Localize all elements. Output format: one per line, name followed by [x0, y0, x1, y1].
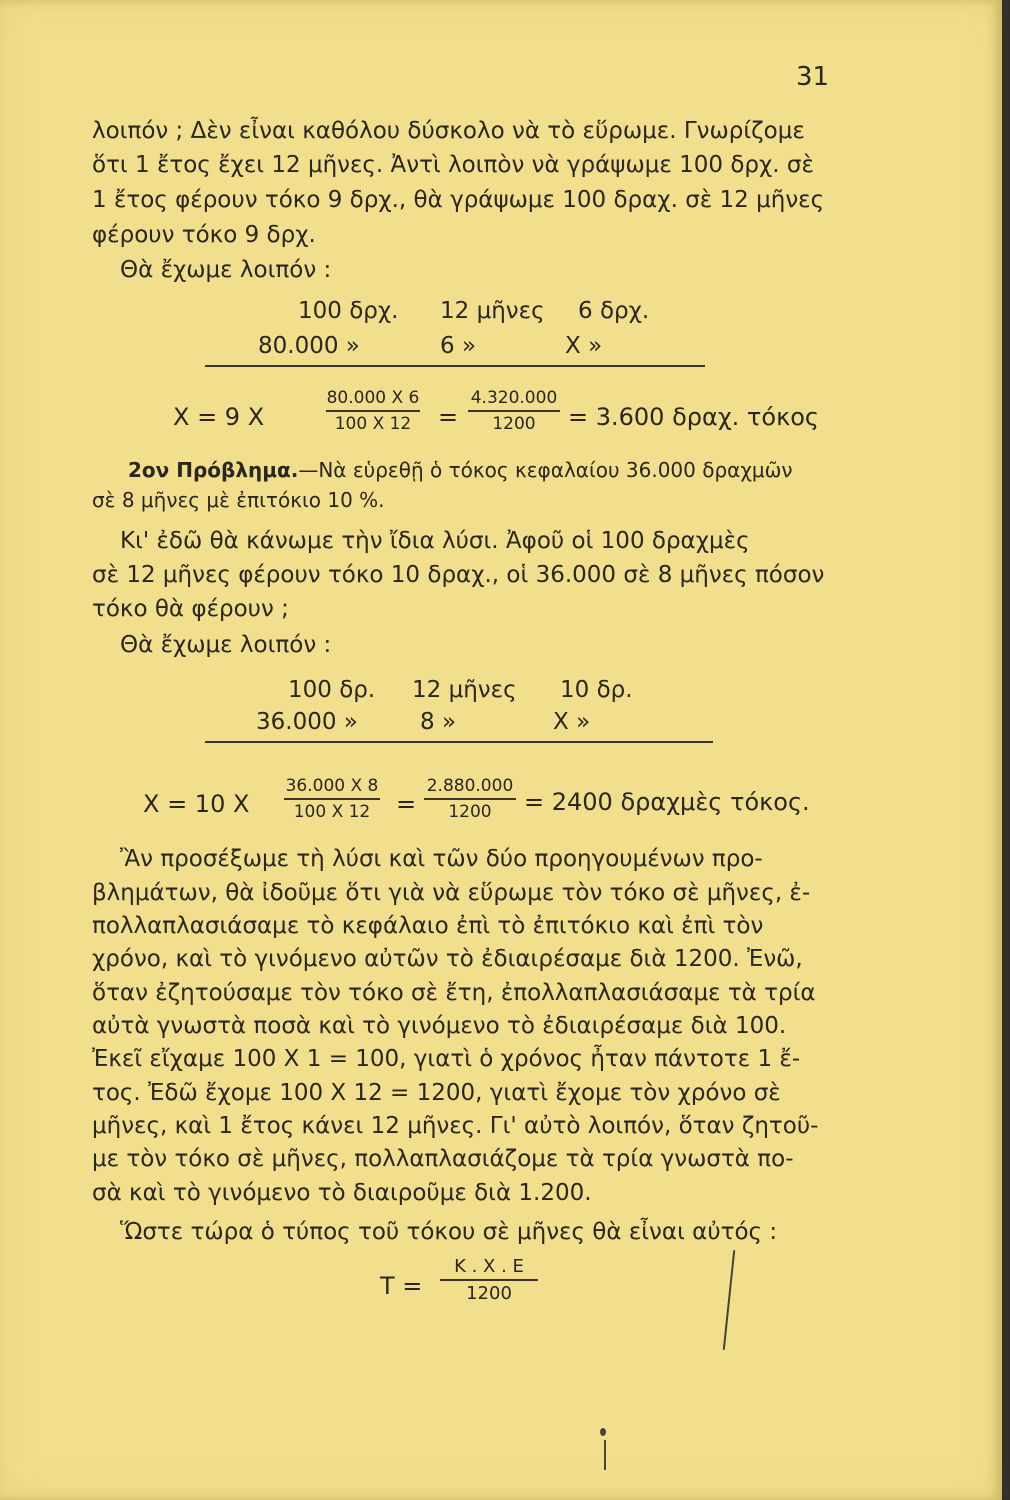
page-number: 31	[796, 62, 830, 92]
equation-lhs: X = 9 X	[173, 403, 265, 431]
problem-statement	[128, 458, 793, 482]
paragraph-line: τόκο θὰ φέρουν ;	[92, 596, 289, 622]
problem-label: 2ον Πρόβλημα.	[128, 458, 299, 482]
problem-text: σὲ 8 μῆνες μὲ ἐπιτόκιο 10 %.	[92, 488, 385, 512]
fraction-denominator: 1200	[492, 413, 536, 434]
fraction-denominator: 100 X 12	[293, 801, 371, 822]
paragraph-line: μῆνες, καὶ 1 ἔτος κάνει 12 μῆνες. Γι' αὐτὸ λοιπόν, ὅταν ζητοῦ-	[92, 1113, 819, 1139]
equation-result: = 3.600 δραχ. τόκος	[568, 403, 819, 431]
equation-lhs: X = 10 X	[143, 790, 250, 818]
ink-mark	[600, 1428, 606, 1436]
equals-sign: =	[396, 790, 417, 818]
equals-sign: =	[438, 403, 459, 431]
paragraph-line: αὐτὰ γνωστὰ ποσὰ καὶ τὸ γινόμενο τὸ ἐδιαιρέσαμε διὰ 100.	[92, 1013, 787, 1039]
fraction-numerator: 80.000 X 6	[326, 388, 420, 408]
fraction-numerator: 36.000 X 8	[285, 776, 379, 796]
paragraph-line: με τὸν τόκο σὲ μῆνες, πολλαπλασιάζομε τὰ τρία γνωστὰ πο-	[92, 1146, 794, 1172]
fraction	[284, 776, 380, 822]
table-cell: 8 »	[420, 709, 457, 735]
fraction-numerator: K . X . E	[454, 1256, 524, 1277]
formula-intro: Ὥστε τώρα ὁ τύπος τοῦ τόκου σὲ μῆνες θὰ εἶναι αὐτός :	[120, 1219, 778, 1245]
paragraph-line: σὰ καὶ τὸ γινόμενο τὸ διαιροῦμε διὰ 1.200.	[92, 1180, 592, 1206]
fraction-denominator: 1200	[466, 1282, 512, 1304]
paragraph-line: Ἐκεῖ εἴχαμε 100 X 1 = 100, γιατὶ ὁ χρόνος ἦταν πάντοτε 1 ἔ-	[92, 1046, 801, 1072]
table-cell: 6 δρχ.	[578, 298, 650, 324]
paragraph-line: βλημάτων, θὰ ἰδοῦμε ὅτι γιὰ νὰ εὕρωμε τὸν τόκο σὲ μῆνες, ἐ-	[92, 880, 811, 906]
table-cell: 80.000 »	[258, 333, 360, 359]
paragraph-line: σὲ 12 μῆνες φέρουν τόκο 10 δραχ., οἱ 36.000 σὲ 8 μῆνες πόσον	[92, 562, 825, 588]
fraction-denominator: 100 X 12	[334, 413, 412, 434]
paragraph-line: Κι' ἐδῶ θὰ κάνωμε τὴν ἴδια λύσι. Ἀφοῦ οἱ 100 δραχμὲς	[120, 528, 750, 554]
fraction	[468, 388, 560, 434]
table-cell: X »	[553, 709, 591, 735]
paragraph-line: χρόνο, καὶ τὸ γινόμενο αὐτῶν τὸ ἐδιαιρέσαμε διὰ 1200. Ἐνῶ,	[92, 946, 803, 972]
ink-mark	[723, 1250, 735, 1350]
we-have-label: Θὰ ἔχωμε λοιπόν :	[120, 632, 332, 658]
paragraph-line: Ἂν προσέξωμε τὴ λύσι καὶ τῶν δύο προηγουμένων προ-	[120, 846, 763, 872]
table-cell: 100 δρ.	[288, 677, 376, 703]
paragraph-line: πολλαπλασιάσαμε τὸ κεφάλαιο ἐπὶ τὸ ἐπιτόκιο καὶ ἐπὶ τὸν	[92, 913, 764, 939]
table-cell: X »	[565, 333, 603, 359]
fraction-numerator: 4.320.000	[470, 388, 558, 408]
table-rule	[205, 365, 705, 367]
fraction-numerator: 2.880.000	[426, 776, 514, 796]
ink-mark	[604, 1440, 606, 1470]
fraction-bar	[440, 1279, 538, 1281]
we-have-label: Θὰ ἔχωμε λοιπόν :	[120, 257, 332, 283]
table-cell: 100 δρχ.	[298, 298, 399, 324]
fraction-bar	[468, 410, 560, 412]
fraction-bar	[284, 798, 380, 800]
page-edge	[1002, 0, 1010, 1500]
paragraph-line: ὅτι 1 ἔτος ἔχει 12 μῆνες. Ἀντὶ λοιπὸν νὰ γράψωμε 100 δρχ. σὲ	[92, 152, 814, 178]
fraction-bar	[326, 410, 420, 412]
table-cell: 10 δρ.	[560, 677, 633, 703]
fraction-bar	[424, 798, 516, 800]
equation-result: = 2400 δραχμὲς τόκος.	[524, 788, 810, 816]
problem-text: —Νὰ εὑρεθῇ ὁ τόκος κεφαλαίου 36.000 δραχμῶν	[298, 458, 793, 482]
paragraph-line: 1 ἔτος φέρουν τόκο 9 δρχ., θὰ γράψωμε 100 δραχ. σὲ 12 μῆνες	[92, 187, 825, 213]
table-cell: 12 μῆνες	[412, 677, 517, 703]
table-cell: 36.000 »	[256, 709, 358, 735]
table-rule	[205, 741, 713, 743]
paragraph-line: λοιπόν ; Δὲν εἶναι καθόλου δύσκολο νὰ τὸ εὕρωμε. Γνωρίζομε	[92, 118, 805, 144]
paragraph-line: φέρουν τόκο 9 δρχ.	[92, 222, 316, 248]
fraction	[326, 388, 420, 434]
fraction-denominator: 1200	[448, 801, 492, 822]
formula-lhs: T =	[380, 1272, 423, 1300]
fraction	[424, 776, 516, 822]
paragraph-line: ὅταν ἐζητούσαμε τὸν τόκο σὲ ἔτη, ἐπολλαπλασιάσαμε τὰ τρία	[92, 980, 816, 1006]
interest-formula	[440, 1256, 538, 1304]
table-cell: 12 μῆνες	[440, 298, 545, 324]
paragraph-line: τος. Ἐδῶ ἔχομε 100 X 12 = 1200, γιατὶ ἔχομε τὸν χρόνο σὲ	[92, 1080, 781, 1106]
table-cell: 6 »	[440, 333, 477, 359]
